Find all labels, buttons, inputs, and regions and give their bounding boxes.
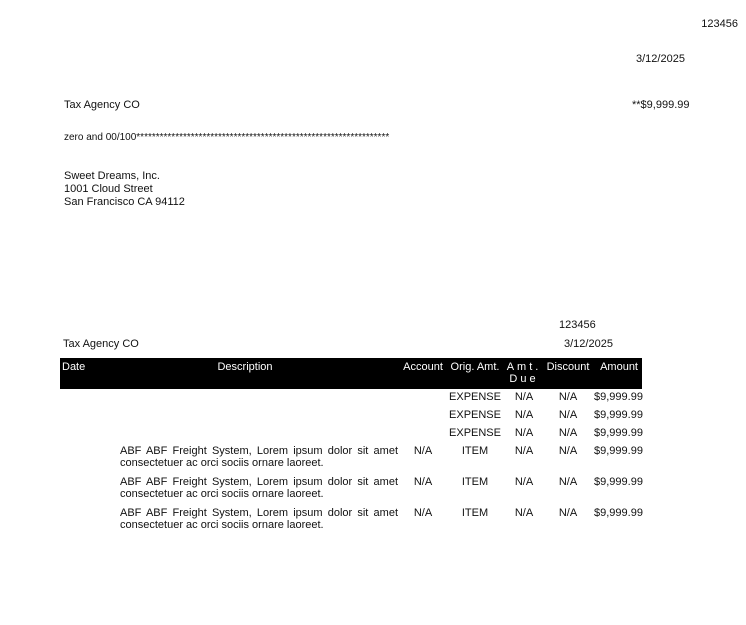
stub-header-row [60, 358, 642, 389]
row-date [60, 425, 90, 443]
header-date: Date [60, 358, 90, 389]
header-discount: Discount [544, 358, 592, 389]
row-discount: N/A [558, 507, 578, 519]
row-discount: N/A [558, 476, 578, 488]
amount-in-words: zero and 00/100***************************************************************** [64, 132, 390, 143]
row-orig-amt: ITEM [461, 445, 489, 457]
row-amt-due: N/A [514, 391, 534, 403]
table-row [60, 443, 642, 474]
row-date [60, 407, 90, 425]
row-amt-due: N/A [514, 427, 534, 439]
row-discount: N/A [558, 445, 578, 457]
payee-name: Tax Agency CO [64, 99, 140, 111]
row-description: ABF ABF Freight System, Lorem ipsum dolor sit amet consectetuer ac orci sociis ornare laoreet. [120, 445, 398, 469]
row-amt-due: N/A [514, 445, 534, 457]
row-amount: $9,999.99 [594, 391, 643, 403]
row-description: ABF ABF Freight System, Lorem ipsum dolor sit amet consectetuer ac orci sociis ornare laoreet. [120, 476, 398, 500]
stub-check-number: 123456 [559, 319, 596, 331]
address-line-3: San Francisco CA 94112 [64, 196, 185, 208]
row-discount: N/A [558, 409, 578, 421]
row-amt-due: N/A [514, 507, 534, 519]
address-line-2: 1001 Cloud Street [64, 183, 153, 195]
stub-payee-name: Tax Agency CO [63, 338, 139, 350]
row-discount: N/A [558, 391, 578, 403]
row-amount: $9,999.99 [594, 476, 643, 488]
header-amt-due: Amt. Due [504, 358, 544, 389]
row-amount: $9,999.99 [594, 409, 643, 421]
row-date [60, 389, 90, 407]
row-account [400, 389, 446, 407]
stub-table [60, 358, 642, 536]
check-date: 3/12/2025 [636, 53, 685, 65]
row-orig-amt: EXPENSE [449, 427, 501, 439]
table-row [60, 425, 642, 443]
header-amount: Amount [592, 358, 642, 389]
row-account: N/A [413, 476, 433, 488]
row-orig-amt: EXPENSE [449, 391, 501, 403]
row-orig-amt: EXPENSE [449, 409, 501, 421]
check-amount: **$9,999.99 [632, 99, 690, 111]
header-description: Description [90, 358, 400, 389]
check-number: 123456 [701, 18, 738, 30]
row-amount: $9,999.99 [594, 427, 643, 439]
row-amount: $9,999.99 [594, 507, 643, 519]
row-date [60, 474, 90, 505]
row-orig-amt: ITEM [461, 507, 489, 519]
row-amt-due: N/A [514, 409, 534, 421]
table-row [60, 474, 642, 505]
payee-address [64, 170, 185, 209]
row-description [90, 425, 400, 443]
stub-date: 3/12/2025 [564, 338, 613, 350]
row-discount: N/A [558, 427, 578, 439]
table-row [60, 505, 642, 536]
row-description [90, 407, 400, 425]
table-row [60, 407, 642, 425]
address-line-1: Sweet Dreams, Inc. [64, 170, 160, 182]
header-orig-amt: Orig. Amt. [446, 358, 504, 389]
row-amt-due: N/A [514, 476, 534, 488]
row-description: ABF ABF Freight System, Lorem ipsum dolor sit amet consectetuer ac orci sociis ornare laoreet. [120, 507, 398, 531]
row-account [400, 407, 446, 425]
row-date [60, 443, 90, 474]
row-account: N/A [413, 507, 433, 519]
row-account: N/A [413, 445, 433, 457]
row-description [90, 389, 400, 407]
row-date [60, 505, 90, 536]
table-row [60, 389, 642, 407]
row-amount: $9,999.99 [594, 445, 643, 457]
row-orig-amt: ITEM [461, 476, 489, 488]
header-account: Account [400, 358, 446, 389]
row-account [400, 425, 446, 443]
